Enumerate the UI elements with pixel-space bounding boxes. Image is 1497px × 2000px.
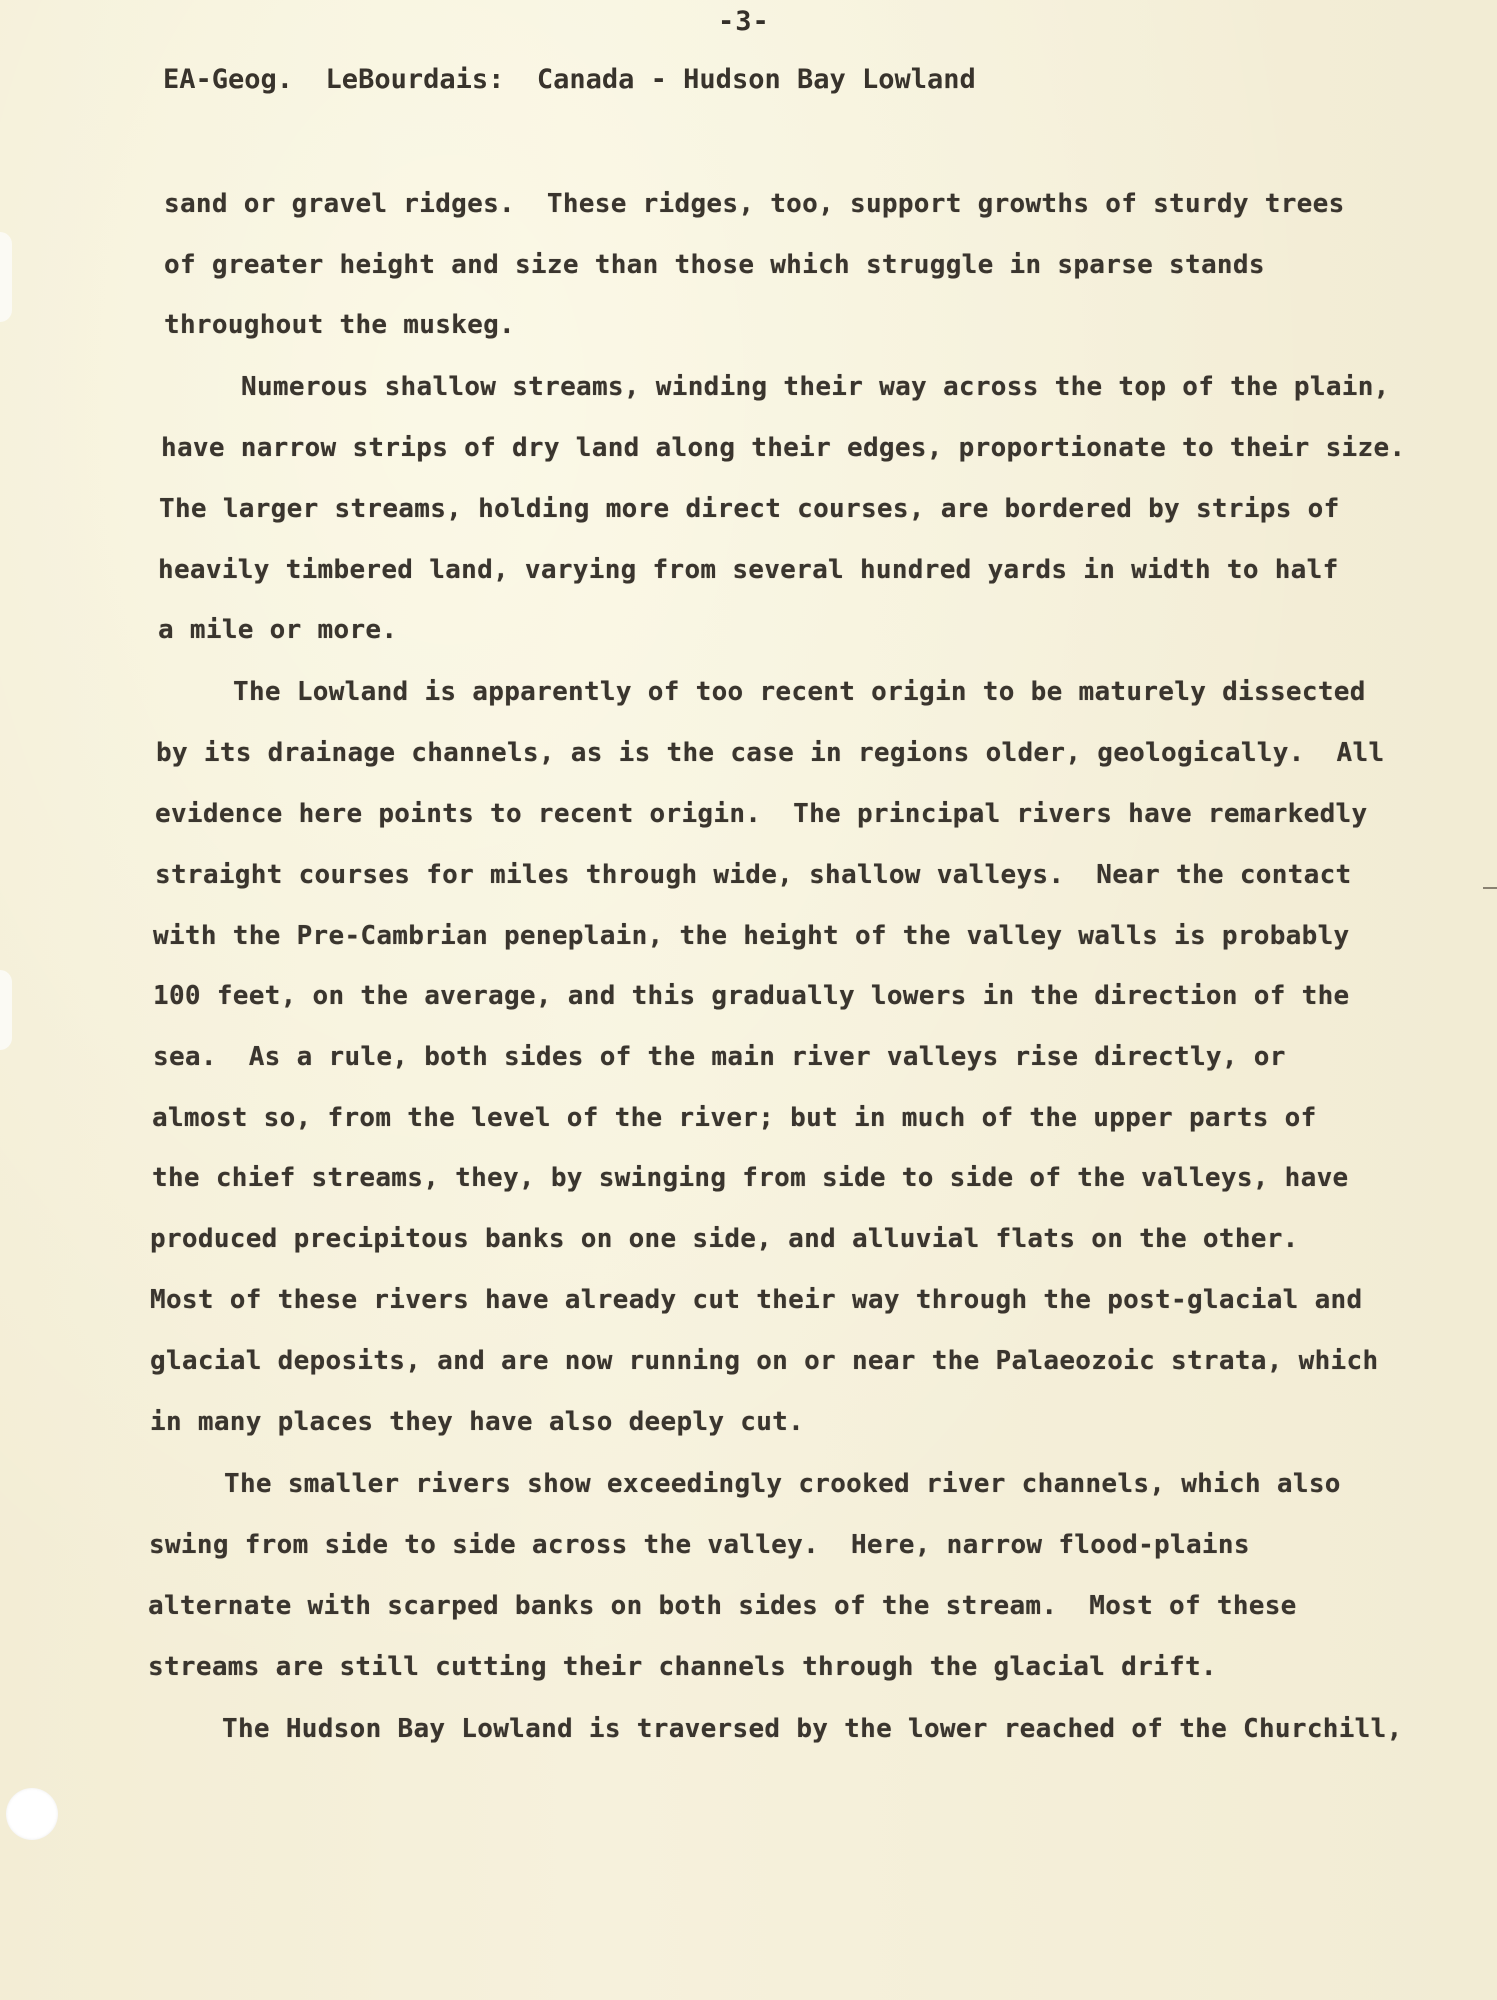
text-line: evidence here points to recent origin. The principal rivers have remarkedly [155,799,1368,829]
text-line: The Lowland is apparently of too recent origin to be maturely dissected [233,677,1366,707]
text-line: with the Pre-Cambrian peneplain, the height of the valley walls is probably [153,921,1350,951]
text-line: the chief streams, they, by swinging from side to side of the valleys, have [152,1163,1349,1193]
text-line: 100 feet, on the average, and this gradually lowers in the direction of the [153,981,1350,1011]
punch-hole [6,1788,58,1840]
paper-edge-mark [0,232,12,322]
text-line: Most of these rivers have already cut their way through the post-glacial and [150,1285,1363,1315]
document-header: EA-Geog. LeBourdais: Canada - Hudson Bay Lowland [163,64,976,95]
text-line: almost so, from the level of the river; but in much of the upper parts of [152,1103,1317,1133]
text-line: in many places they have also deeply cut. [150,1407,805,1437]
text-line: swing from side to side across the valley. Here, narrow flood-plains [149,1530,1250,1560]
text-line: heavily timbered land, varying from several hundred yards in width to half [158,555,1339,585]
paper-edge-mark [0,970,12,1050]
text-line: by its drainage channels, as is the case in regions older, geologically. All [156,738,1385,768]
text-line: glacial deposits, and are now running on or near the Palaeozoic strata, which [150,1346,1379,1376]
text-line: straight courses for miles through wide, shallow valleys. Near the contact [155,860,1352,890]
text-line: of greater height and size than those which struggle in sparse stands [164,250,1265,280]
text-line: streams are still cutting their channels through the glacial drift. [148,1652,1217,1682]
text-line: a mile or more. [158,615,398,645]
text-line: Numerous shallow streams, winding their way across the top of the plain, [241,372,1390,402]
text-line: The Hudson Bay Lowland is traversed by the lower reached of the Churchill, [222,1714,1403,1744]
text-line: throughout the muskeg. [164,310,515,340]
text-line: sand or gravel ridges. These ridges, too, support growths of sturdy trees [164,189,1345,219]
text-line: alternate with scarped banks on both sides of the stream. Most of these [148,1591,1297,1621]
text-line: have narrow strips of dry land along their edges, proportionate to their size. [161,433,1406,463]
text-line: produced precipitous banks on one side, and alluvial flats on the other. [150,1224,1299,1254]
text-line: sea. As a rule, both sides of the main river valleys rise directly, or [153,1042,1286,1072]
page-number: -3- [718,6,770,37]
text-line: The larger streams, holding more direct courses, are bordered by strips of [159,494,1340,524]
margin-mark [1483,887,1497,889]
text-line: The smaller rivers show exceedingly crooked river channels, which also [224,1469,1341,1499]
